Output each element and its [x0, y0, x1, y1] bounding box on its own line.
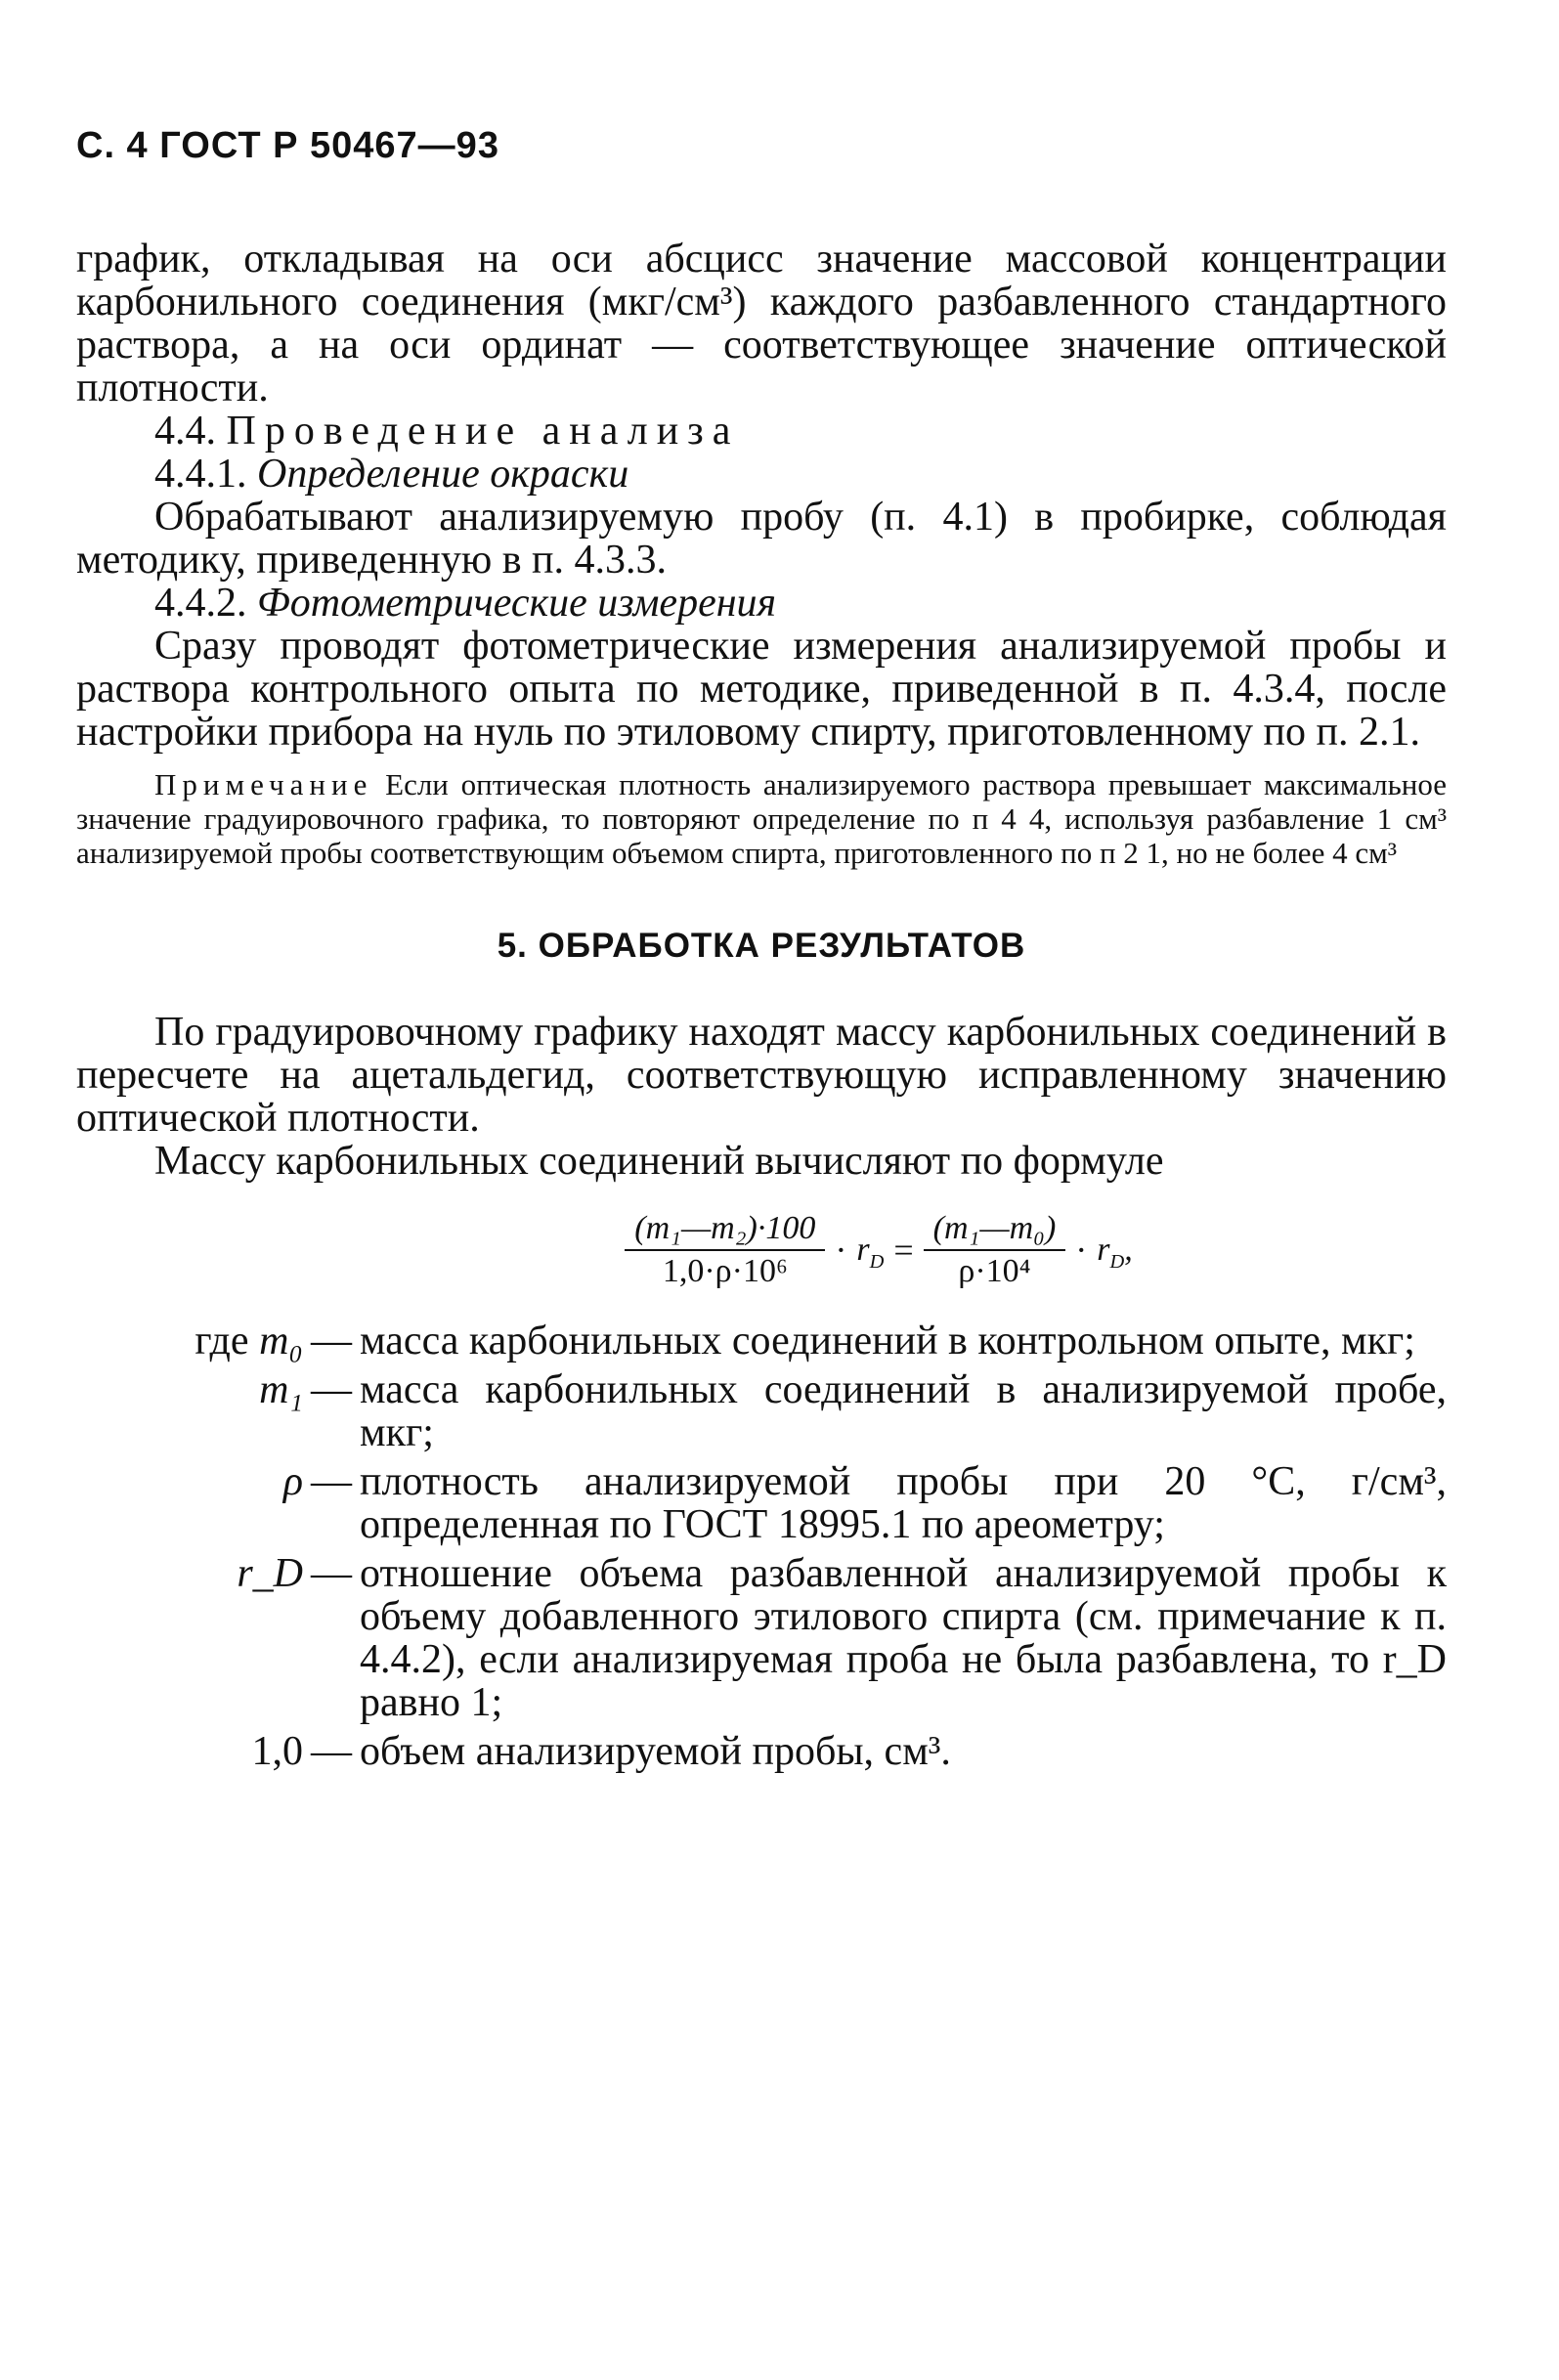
formula-fraction-left — [625, 1210, 825, 1290]
formula-denominator: ρ·10⁴ — [958, 1253, 1031, 1289]
definition-dash: — — [311, 1459, 352, 1504]
definition-item — [76, 1552, 1447, 1724]
section-5-heading: 5. ОБРАБОТКА РЕЗУЛЬТАТОВ — [497, 927, 1026, 965]
subsection-4-4-heading — [76, 410, 1447, 453]
definition-text: объем анализируемой пробы, см³. — [360, 1729, 951, 1774]
definition-item — [76, 1730, 1447, 1773]
note-text: Если оптическая плотность анализируемого раствора превышает максимальное значение градуировочного графика, то повторяют определение по п 4 4, используя разбавление 1 см³ анализируемой пробы соответствующим объемом спирта, приготовленного по п 2 1, но не более 4 см³ — [76, 767, 1447, 870]
definitions-list — [76, 1320, 1447, 1773]
definition-dash: — — [311, 1319, 352, 1363]
definition-dash: — — [311, 1367, 352, 1412]
subsection-4-4-1-text: Обрабатывают анализируемую пробу (п. 4.1) в пробирке, соблюдая методику, приведенную в п. 4.3.3. — [76, 495, 1447, 583]
formula-rd: $r_D$ — [856, 1232, 885, 1273]
formula-multiply: · — [835, 1231, 847, 1270]
formula-numerator: (m₁—m₂)·100 — [625, 1210, 825, 1251]
definition-text: отношение объема разбавленной анализируемой пробы к объему добавленного этилового спирта (см. примечание к п. 4.4.2), если анализируемая проба не была разбавлена, то r_D равно 1; — [360, 1551, 1447, 1725]
formula — [311, 1210, 1447, 1290]
definition-symbol: 1,0 — [251, 1729, 303, 1774]
subsection-title: Определение окраски — [257, 452, 629, 497]
subsection-4-4-2-text: Сразу проводят фотометрические измерения анализируемой пробы и раствора контрольного опыта по методике, приведенной в п. 4.3.4, после настройки прибора на нуль по этиловому спирту, приготовленному по п. 2.1. — [76, 624, 1447, 755]
definition-item — [76, 1368, 1447, 1454]
definition-item — [76, 1460, 1447, 1546]
document-page — [76, 125, 1447, 1779]
definition-dash: — — [311, 1551, 352, 1596]
definition-symbol: ρ — [282, 1459, 303, 1504]
subsection-4-4-1-heading — [76, 453, 1447, 496]
formula-denominator: 1,0·ρ·10⁶ — [662, 1253, 788, 1289]
formula-fraction-right — [924, 1210, 1066, 1290]
definition-text: плотность анализируемой пробы при 20 °C, г/см³, определенная по ГОСТ 18995.1 по ареометру; — [360, 1459, 1447, 1547]
section-5-paragraph-1: По градуировочному графику находят массу карбонильных соединений в пересчете на ацетальдегид, соответствующую исправленному значению оптической плотности. — [76, 1010, 1447, 1141]
section-5-paragraph-2: Массу карбонильных соединений вычисляют по формуле — [154, 1139, 1164, 1184]
note-label: Примечание — [154, 767, 373, 801]
definition-symbol: где m₀ — [195, 1319, 303, 1363]
subsection-number: 4.4. — [154, 409, 216, 454]
intro-paragraph: график, откладывая на оси абсцисс значение массовой концентрации карбонильного соединения (мкг/см³) каждого разбавленного стандартного раствора, а на оси ординат — соответствующее значение оптической плотности. — [76, 237, 1447, 411]
definition-text: масса карбонильных соединений в анализируемой пробе, мкг; — [360, 1367, 1447, 1455]
subsection-title: Фотометрические измерения — [257, 581, 777, 626]
formula-multiply: · — [1075, 1231, 1088, 1270]
subsection-4-4-2-heading — [76, 582, 1447, 625]
subsection-number: 4.4.1. — [154, 452, 247, 497]
note-paragraph — [76, 767, 1447, 870]
definition-dash: — — [311, 1729, 352, 1774]
formula-equals: = — [893, 1231, 914, 1270]
definition-symbol: r_D — [237, 1551, 303, 1596]
definition-text: масса карбонильных соединений в контрольном опыте, мкг; — [360, 1319, 1415, 1363]
definition-symbol: m₁ — [259, 1367, 303, 1412]
subsection-title: Проведение анализа — [226, 409, 740, 454]
definition-item — [76, 1320, 1447, 1363]
subsection-number: 4.4.2. — [154, 581, 247, 626]
formula-numerator: (m₁—m₀) — [924, 1210, 1066, 1251]
formula-rd: $r_D$, — [1097, 1232, 1133, 1273]
page-header: С. 4 ГОСТ Р 50467—93 — [76, 125, 499, 166]
